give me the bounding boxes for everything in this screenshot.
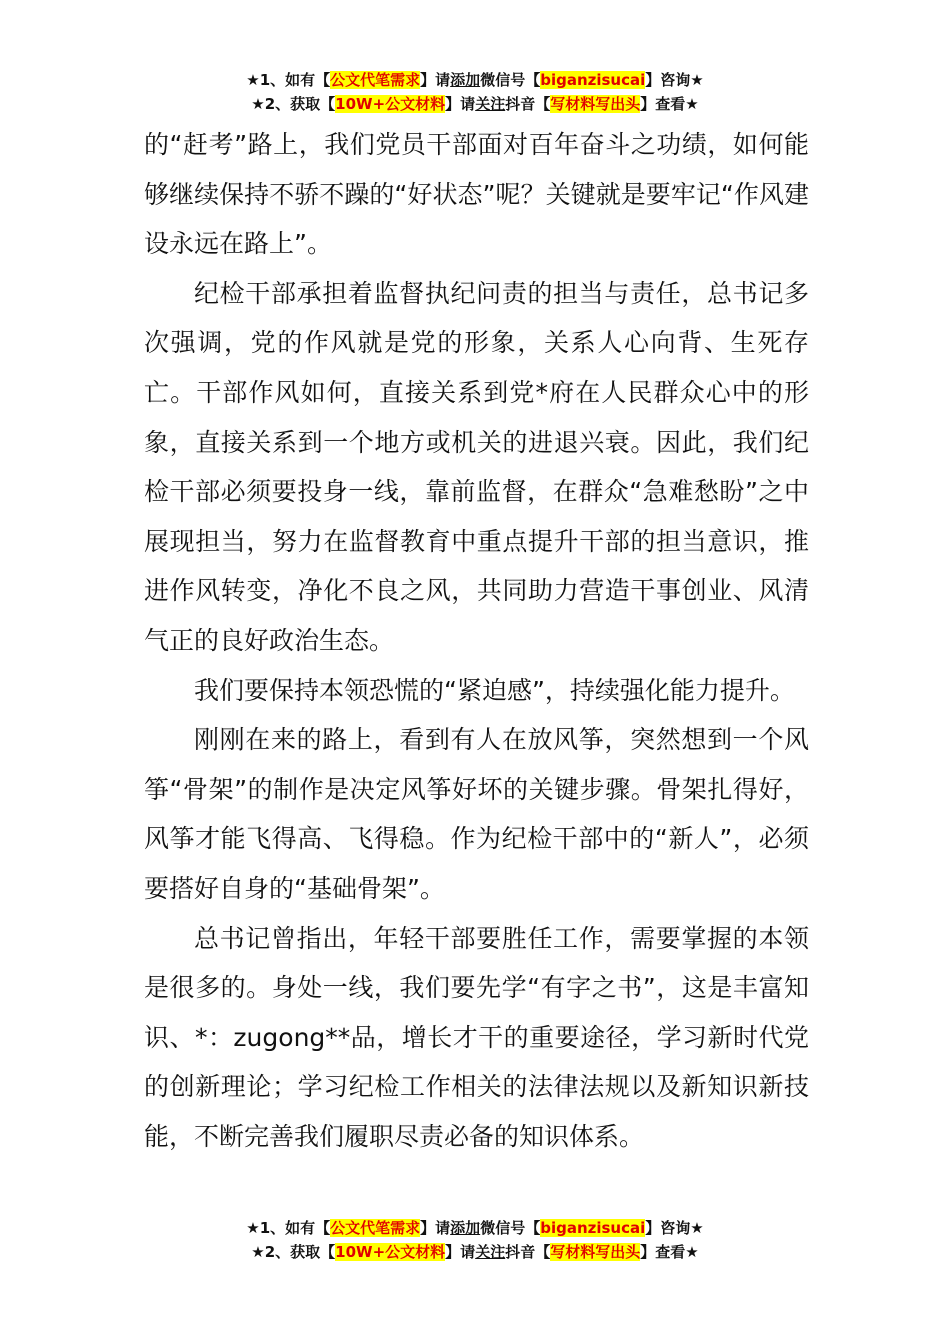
banner-line-1 [0,68,950,92]
paragraph-continuation: 的“赶考”路上，我们党员干部面对百年奋斗之功绩，如何能够继续保持不骄不躁的“好状态”呢？关键就是要牢记“作风建设永远在路上”。 [144,130,809,259]
banner-text: 1、如有【 [259,1219,331,1237]
highlight-materials: 10W+公文材料 [335,95,446,113]
paragraph: 刚刚在来的路上，看到有人在放风筝，突然想到一个风筝“骨架”的制作是决定风筝好坏的关键步骤。骨架扎得好，风筝才能飞得高、飞得稳。作为纪检干部中的“新人”，必须要搭好自身的“基础骨架”。 [144,725,809,903]
paragraph: 纪检干部承担着监督执纪问责的担当与责任，总书记多次强调，党的作风就是党的形象，关系人心向背、生死存亡。干部作风如何，直接关系到党*府在人民群众心中的形象，直接关系到一个地方或机关的进退兴衰。因此，我们纪检干部必须要投身一线，靠前监督，在群众“急难愁盼”之中展现担当，努力在监督教育中重点提升干部的担当意识，推进作风转变，净化不良之风，共同助力营造干事创业、风清气正的良好政治生态。 [144,278,809,655]
banner-text: 2、获取【 [264,95,336,113]
highlight-douyin: 写材料写出头 [550,1243,641,1261]
banner-line-2 [0,1240,950,1264]
underlined-text: 添加 [450,1219,481,1237]
star-icon: ★ [246,1219,260,1237]
underlined-text: 关注 [475,95,506,113]
star-icon: ★ [690,1219,704,1237]
underlined-text: 添加 [450,71,481,89]
banner-text: 】请 [420,1219,451,1237]
underlined-text: 关注 [475,1243,506,1261]
banner-text: 】请 [420,71,451,89]
banner-text: 抖音【 [505,95,551,113]
star-icon: ★ [246,71,260,89]
highlight-service: 公文代笔需求 [330,71,421,89]
star-icon: ★ [685,95,699,113]
footer-ad-banner [0,1216,950,1264]
highlight-wechat-id: biganzisucai [540,71,646,89]
highlight-douyin: 写材料写出头 [550,95,641,113]
star-icon: ★ [685,1243,699,1261]
highlight-wechat-id: biganzisucai [540,1219,646,1237]
banner-text: 抖音【 [505,1243,551,1261]
star-icon: ★ [251,95,265,113]
banner-text: 2、获取【 [264,1243,336,1261]
paragraph: 我们要保持本领恐慌的“紧迫感”，持续强化能力提升。 [194,675,795,705]
document-body [144,120,809,1161]
banner-text: 】请 [445,95,476,113]
banner-text: 微信号【 [480,1219,541,1237]
banner-text: 微信号【 [480,71,541,89]
header-ad-banner [0,68,950,116]
banner-line-2 [0,92,950,116]
paragraph: 总书记曾指出，年轻干部要胜任工作，需要掌握的本领是很多的。身处一线，我们要先学“有字之书”，这是丰富知识、*：zugong**品，增长才干的重要途径，学习新时代党的创新理论；学习纪检工作相关的法律法规以及新知识新技能，不断完善我们履职尽责必备的知识体系。 [144,923,809,1151]
highlight-materials: 10W+公文材料 [335,1243,446,1261]
banner-text: 】请 [445,1243,476,1261]
highlight-service: 公文代笔需求 [330,1219,421,1237]
banner-line-1 [0,1216,950,1240]
banner-text: 】查看 [640,95,686,113]
banner-text: 1、如有【 [259,71,331,89]
star-icon: ★ [690,71,704,89]
banner-text: 】咨询 [645,71,691,89]
star-icon: ★ [251,1243,265,1261]
banner-text: 】查看 [640,1243,686,1261]
banner-text: 】咨询 [645,1219,691,1237]
